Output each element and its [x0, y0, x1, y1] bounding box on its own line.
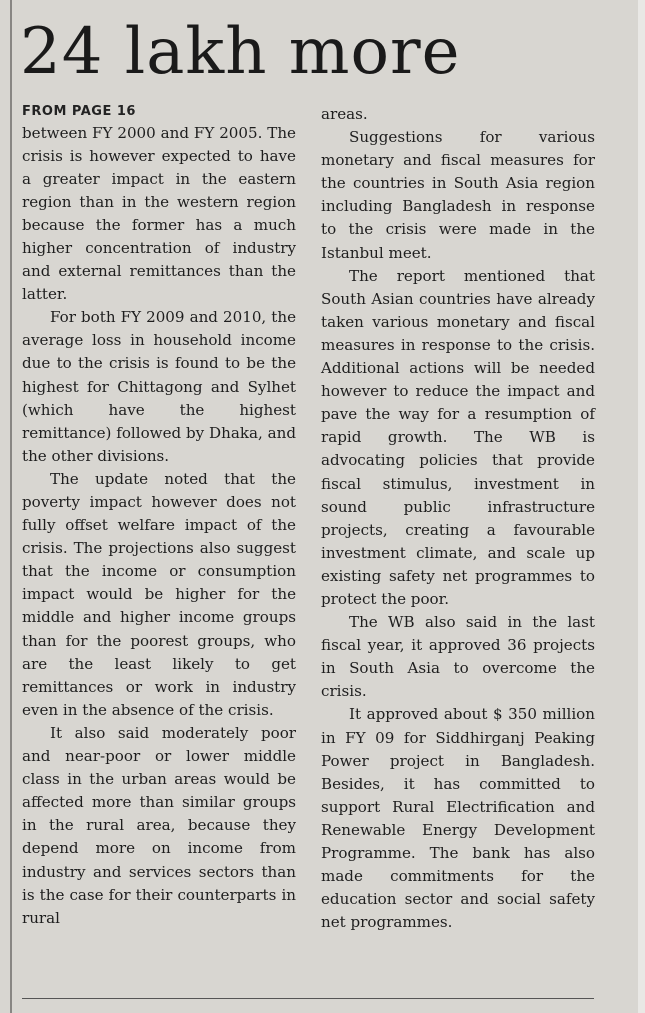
article-column-right [321, 103, 595, 934]
article-paragraph: It also said moderately poor and near-poor or lower middle class in the urban areas would be affected more than similar groups in the rural area, because they depend more on income from industry and services sectors than is the case for their counterparts in rural [22, 723, 296, 927]
article-paragraph: For both FY 2009 and 2010, the average loss in household income due to the crisis is found to be the highest for Chittagong and Sylhet (which have the highest remittance) followed by Dhaka, and the other divisions. [22, 308, 296, 465]
article-paragraph: Suggestions for various monetary and fiscal measures for the countries in South Asia region including Bangladesh in response to the crisis were made in the Istanbul meet. [321, 128, 595, 262]
article-paragraph: It approved about $ 350 million in FY 09 for Siddhirganj Peaking Power project in Bangladesh. Besides, it has committed to support Rural Electrification and Renewable Energy Development Programme. The bank has also made commitments for the education sector and social safety net programmes. [321, 705, 595, 932]
article-headline: 24 lakh more [20, 15, 461, 89]
page-edge-right [638, 0, 645, 1013]
article-paragraph: between FY 2000 and FY 2005. The crisis is however expected to have a greater impact in the eastern region than in the western region because the former has a much higher concentration of industry and external remittances than the latter. [22, 123, 296, 304]
article-paragraph: areas. [321, 105, 368, 123]
bottom-rule [22, 998, 594, 999]
article-column-left [22, 103, 296, 930]
continuation-kicker: FROM PAGE 16 [22, 104, 136, 119]
article-paragraph: The report mentioned that South Asian countries have already taken various monetary and fiscal measures in response to the crisis. Additional actions will be needed however to reduce the impact and pave the way for a resumption of rapid growth. The WB is advocating policies that provide fiscal stimulus, investment in sound public infrastructure projects, creating a favourable investment climate, and scale up existing safety net programmes to protect the poor. [321, 266, 595, 608]
article-paragraph: The update noted that the poverty impact however does not fully offset welfare impact of the crisis. The projections also suggest that the income or consumption impact would be higher for the middle and higher income groups than for the poorest groups, who are the least likely to get remittances or work in industry even in the absence of the crisis. [22, 469, 296, 719]
article-paragraph: The WB also said in the last fiscal year, it approved 36 projects in South Asia to overcome the crisis. [321, 613, 595, 701]
column-rule-left [10, 0, 12, 1013]
